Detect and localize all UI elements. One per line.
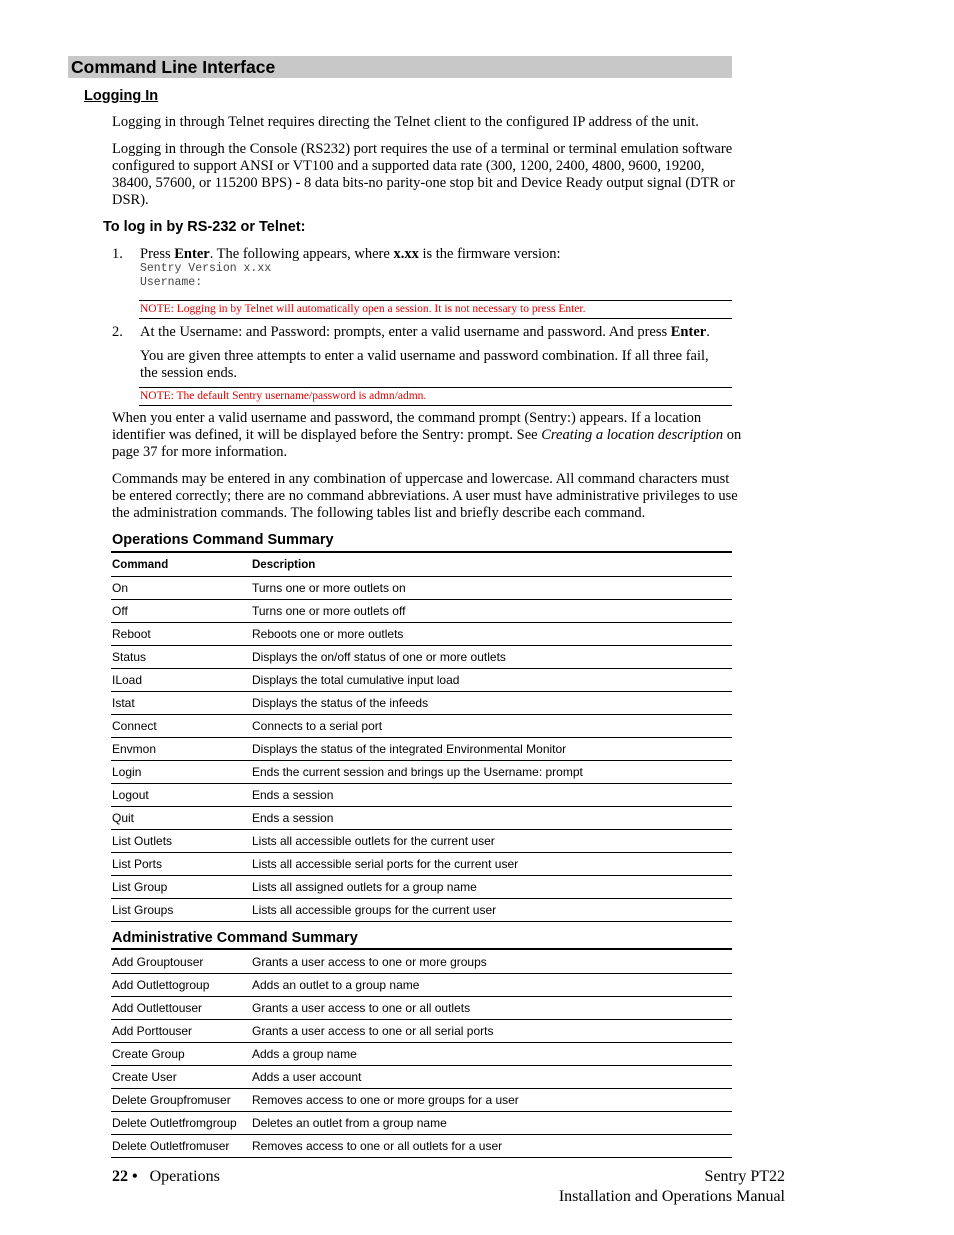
table-row — [111, 715, 732, 738]
description-cell: Displays the status of the infeeds — [252, 696, 429, 710]
command-cell: On — [112, 581, 129, 595]
command-cell: Off — [112, 604, 128, 618]
table-row — [111, 623, 732, 646]
table-row — [111, 997, 732, 1020]
description-cell: Displays the on/off status of one or more outlets — [252, 650, 506, 664]
table-header-row — [111, 554, 732, 577]
command-cell: Reboot — [112, 627, 151, 641]
description-cell: Removes access to one or more groups for a user — [252, 1093, 519, 1107]
table-row — [111, 853, 732, 876]
administrative-command-table — [111, 951, 732, 1158]
description-cell: Grants a user access to one or all outlets — [252, 1001, 471, 1015]
table-row — [111, 784, 732, 807]
step-number: 2. — [112, 324, 123, 340]
command-cell: Status — [112, 650, 147, 664]
product-name: Sentry PT22 — [704, 1168, 785, 1185]
table-row — [111, 830, 732, 853]
description-cell: Displays the status of the integrated Environmental Monitor — [252, 742, 567, 756]
table-row — [111, 577, 732, 600]
table-top-rule — [111, 948, 732, 950]
command-cell: Envmon — [112, 742, 157, 756]
table-row — [111, 1135, 732, 1158]
note-telnet: NOTE: Logging in by Telnet will automatically open a session. It is not necessary to press Enter. — [140, 303, 586, 315]
command-cell: Create Group — [112, 1047, 185, 1061]
command-cell: Istat — [112, 696, 135, 710]
table-row — [111, 1089, 732, 1112]
description-cell: Ends a session — [252, 811, 334, 825]
table-row — [111, 876, 732, 899]
description-cell: Grants a user access to one or more groups — [252, 955, 487, 969]
cross-reference-link[interactable]: Creating a location description — [541, 427, 724, 443]
command-cell: Add Outlettouser — [112, 1001, 203, 1015]
description-cell: Displays the total cumulative input load — [252, 673, 460, 687]
command-cell: Add Outlettogroup — [112, 978, 210, 992]
enter-key: Enter — [174, 246, 210, 262]
command-cell: Connect — [112, 719, 157, 733]
description-cell: Grants a user access to one or all serial ports — [252, 1024, 494, 1038]
description-cell: Adds an outlet to a group name — [252, 978, 420, 992]
description-cell: Adds a group name — [252, 1047, 357, 1061]
table-row — [111, 1112, 732, 1135]
command-cell: Add Porttouser — [112, 1024, 193, 1038]
step-number: 1. — [112, 246, 123, 262]
command-cell: Create User — [112, 1070, 177, 1084]
command-cell: List Groups — [112, 903, 174, 917]
note-divider — [139, 405, 732, 406]
command-cell: Quit — [112, 811, 135, 825]
admin-table-heading: Administrative Command Summary — [112, 930, 358, 946]
table-top-rule — [111, 551, 732, 553]
table-row — [111, 692, 732, 715]
table-row — [111, 807, 732, 830]
subsection-title: Logging In — [84, 88, 159, 104]
command-cell: Delete Outletfromgroup — [112, 1116, 237, 1130]
paragraph-telnet: Logging in through Telnet requires directing the Telnet client to the configured IP address of the unit. — [112, 114, 699, 130]
command-cell: List Ports — [112, 857, 163, 871]
command-cell: Login — [112, 765, 142, 779]
column-header-command: Command — [112, 559, 169, 571]
table-row — [111, 669, 732, 692]
table-row — [111, 1043, 732, 1066]
note-default-credentials: NOTE: The default Sentry username/password is admn/admn. — [140, 390, 427, 402]
command-cell: Logout — [112, 788, 149, 802]
description-cell: Ends a session — [252, 788, 334, 802]
description-cell: Lists all accessible outlets for the current user — [252, 834, 495, 848]
step-2-text: At the Username: and Password: prompts, enter a valid username and password. And press Enter. — [140, 324, 710, 340]
section-title: Command Line Interface — [71, 57, 276, 77]
footer-bullet: • — [132, 1168, 138, 1185]
chapter-name: Operations — [149, 1168, 220, 1185]
paragraph-commands: Commands may be entered in any combination of uppercase and lowercase. All command characters must be entered correctly; there are no command abbreviations. A user must have administrative privileges to use the administration commands. The following tables list and briefly describe each command. — [112, 471, 738, 521]
description-cell: Removes access to one or all outlets for a user — [252, 1139, 503, 1153]
version-variable: x.xx — [393, 246, 419, 262]
table-row — [111, 951, 732, 974]
description-cell: Turns one or more outlets on — [252, 581, 406, 595]
code-line: Sentry Version x.xx — [140, 262, 272, 275]
table-row — [111, 646, 732, 669]
code-line: Username: — [140, 276, 203, 289]
enter-key: Enter — [670, 324, 707, 340]
command-cell: Delete Groupfromuser — [112, 1093, 231, 1107]
note-divider — [139, 318, 732, 319]
command-cell: ILoad — [112, 673, 143, 687]
footer-page-info — [112, 1167, 220, 1186]
command-cell: List Group — [112, 880, 168, 894]
procedure-heading: To log in by RS-232 or Telnet: — [103, 219, 306, 235]
description-cell: Turns one or more outlets off — [252, 604, 406, 618]
table-row — [111, 738, 732, 761]
operations-command-table — [111, 554, 732, 922]
command-cell: Add Grouptouser — [112, 955, 204, 969]
description-cell: Reboots one or more outlets — [252, 627, 404, 641]
table-row — [111, 1066, 732, 1089]
command-cell: Delete Outletfromuser — [112, 1139, 230, 1153]
note-divider — [139, 300, 732, 301]
table-row — [111, 974, 732, 997]
description-cell: Lists all assigned outlets for a group name — [252, 880, 477, 894]
table-row — [111, 761, 732, 784]
description-cell: Lists all accessible serial ports for the current user — [252, 857, 519, 871]
page-number: 22 — [112, 1168, 128, 1185]
manual-title: Installation and Operations Manual — [558, 1188, 785, 1205]
step-1-text: Press Enter. The following appears, where x.xx is the firmware version: — [140, 246, 561, 262]
command-cell: List Outlets — [112, 834, 173, 848]
paragraph-command-prompt: When you enter a valid username and password, the command prompt (Sentry:) appears. If a location identifier was defined, it will be displayed before the Sentry: prompt. See Creating a location description on page 37 for more information. — [112, 410, 742, 460]
paragraph-console: Logging in through the Console (RS232) port requires the use of a terminal or terminal emulation software configured to support ANSI or VT100 and a supported data rate (300, 1200, 2400, 4800, 9600, 19200, 38400, 57600, or 115200 BPS) - 8 data bits-no parity-one stop bit and Device Ready output signal (DTR or DSR). — [112, 141, 735, 208]
step-2-subtext: You are given three attempts to enter a valid username and password combination. If all three fail, the session ends. — [140, 348, 709, 381]
description-cell: Adds a user account — [252, 1070, 362, 1084]
ops-table-heading: Operations Command Summary — [112, 532, 334, 548]
note-divider — [139, 387, 732, 388]
table-row — [111, 600, 732, 623]
description-cell: Ends the current session and brings up the Username: prompt — [252, 765, 583, 779]
table-row — [111, 899, 732, 922]
column-header-description: Description — [252, 559, 316, 571]
description-cell: Deletes an outlet from a group name — [252, 1116, 447, 1130]
table-row — [111, 1020, 732, 1043]
description-cell: Connects to a serial port — [252, 719, 383, 733]
description-cell: Lists all accessible groups for the current user — [252, 903, 497, 917]
